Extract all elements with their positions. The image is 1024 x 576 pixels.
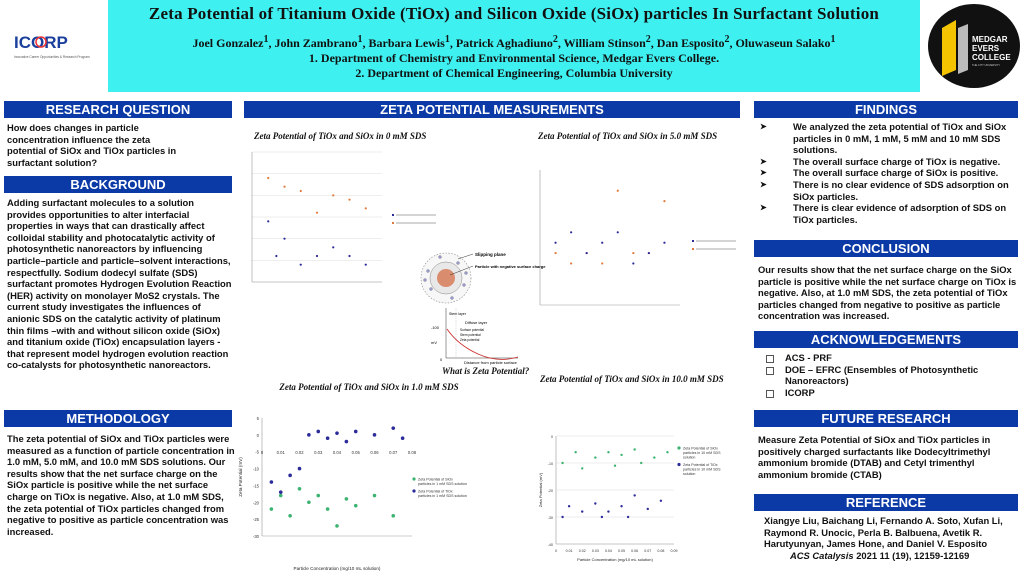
data-point bbox=[401, 436, 405, 440]
legend-label: particles in 10 mM SDS bbox=[683, 467, 721, 472]
data-point bbox=[617, 231, 619, 233]
findings-list bbox=[758, 121, 1018, 225]
data-point bbox=[620, 505, 622, 507]
svg-text:MEDGAR: MEDGAR bbox=[972, 35, 1008, 44]
x-tick-label: 0.08 bbox=[657, 549, 665, 553]
data-point bbox=[570, 231, 572, 233]
x-tick-label: 0.05 bbox=[618, 549, 626, 553]
data-point bbox=[594, 456, 596, 458]
x-tick-label: 0.04 bbox=[604, 549, 612, 553]
data-point bbox=[326, 436, 330, 440]
x-tick-label: 0.03 bbox=[314, 450, 323, 455]
data-point bbox=[373, 494, 377, 498]
y-tick-label: -20 bbox=[547, 489, 553, 493]
finding-item: ➤ There is clear evidence of adsorption of SDS on TiOx particles. bbox=[758, 202, 1018, 225]
icorp-logo bbox=[10, 28, 94, 64]
chart-0mm-title: Zeta Potential of TiOx and SiOx in 0 mM SDS bbox=[254, 131, 427, 141]
data-point bbox=[660, 500, 662, 502]
data-point bbox=[632, 262, 634, 264]
x-tick-label: 0.06 bbox=[370, 450, 379, 455]
chart-5mm-title: Zeta Potential of TiOx and SiOx in 5.0 mM SDS bbox=[538, 131, 718, 141]
legend-label: particles in 1 mM SDS solution bbox=[418, 494, 467, 498]
x-tick-label: 0.03 bbox=[591, 549, 599, 553]
y-tick-label: -30 bbox=[547, 516, 553, 520]
diagram-surface-label: Surface potential bbox=[460, 328, 484, 332]
data-point bbox=[365, 207, 367, 209]
data-point bbox=[391, 514, 395, 518]
data-point bbox=[666, 451, 668, 453]
data-point bbox=[345, 440, 349, 444]
ack-item: ACS - PRF bbox=[758, 352, 1018, 364]
data-point bbox=[601, 516, 603, 518]
data-point bbox=[298, 487, 302, 491]
poster-title: Zeta Potential of Titanium Oxide (TiOx) and Silicon Oxide (SiOx) particles In Surfactant Solution bbox=[148, 4, 880, 23]
x-axis-label: Particle Concentration (mg/10 mL solution) bbox=[293, 566, 381, 571]
data-point bbox=[335, 431, 339, 435]
x-tick-label: 0.07 bbox=[389, 450, 398, 455]
diagram-mv: mV bbox=[431, 340, 437, 345]
diagram-stern-label: Stern layer bbox=[449, 312, 466, 316]
data-point bbox=[283, 238, 285, 240]
legend-label: particles in 10 mM SDS bbox=[683, 451, 721, 455]
data-point bbox=[267, 177, 269, 179]
data-point bbox=[267, 220, 269, 222]
research-question-heading: RESEARCH QUESTION bbox=[4, 101, 232, 118]
data-point bbox=[554, 242, 556, 244]
chart-10mm-sds bbox=[536, 430, 741, 576]
data-point bbox=[663, 242, 665, 244]
x-tick-label: 0.02 bbox=[578, 549, 586, 553]
data-point bbox=[627, 516, 629, 518]
data-point bbox=[633, 494, 635, 496]
y-tick-label: -15 bbox=[252, 483, 259, 489]
ack-item: DOE – EFRC (Ensembles of Photosynthetic Nanoreactors) bbox=[758, 364, 1018, 387]
acknowledgements-heading: ACKNOWLEDGEMENTS bbox=[754, 331, 1018, 348]
y-tick-label: -20 bbox=[252, 500, 259, 506]
diagram-minus100: -100 bbox=[431, 325, 440, 330]
data-point bbox=[316, 255, 318, 257]
chart-1mm-sds bbox=[236, 402, 516, 574]
legend-label: solution bbox=[683, 472, 696, 476]
research-question-text: How does changes in particle concentration influence the zeta potential of SiOx and TiOx particles in surfactant solution? bbox=[7, 122, 177, 168]
methodology-heading: METHODOLOGY bbox=[4, 410, 232, 427]
diagram-stern-pot-label: Stern potential bbox=[460, 333, 481, 337]
data-point bbox=[300, 264, 302, 266]
data-point bbox=[663, 200, 665, 202]
svg-text:COLLEGE: COLLEGE bbox=[972, 53, 1011, 62]
y-tick-label: 5 bbox=[256, 416, 259, 421]
data-point bbox=[614, 465, 616, 467]
x-axis-label: Particle Concentration (mg/10 mL solution) bbox=[577, 557, 653, 562]
data-point bbox=[561, 516, 563, 518]
data-point bbox=[283, 186, 285, 188]
data-point bbox=[307, 433, 311, 437]
reference-journal: ACS Catalysis bbox=[790, 549, 854, 561]
y-tick-label: -40 bbox=[547, 543, 553, 547]
x-tick-label: 0 bbox=[260, 450, 264, 455]
legend-marker bbox=[412, 477, 415, 480]
data-point bbox=[581, 510, 583, 512]
data-point bbox=[307, 500, 311, 504]
finding-item: ➤ We analyzed the zeta potential of TiOx and SiOx particles in 0 mM, 1 mM, 5 mM and 10 mM SDS solutions. bbox=[758, 121, 1018, 156]
x-tick-label: 0.08 bbox=[407, 450, 417, 455]
data-point bbox=[270, 507, 274, 511]
author-list: Joel Gonzalez$^1$, John Zambrano$^1$, Barbara Lewis$^1$, Patrick Aghadiuno$^2$, William Stinson$^2$, Dan Esposito$^2$, Oluwaseun Salako$^1$ bbox=[192, 34, 836, 50]
data-point bbox=[316, 494, 320, 498]
x-tick-label: 0.04 bbox=[332, 450, 342, 455]
data-point bbox=[332, 194, 334, 196]
icorp-logo-sub: Innovative Career Opportunities & Research Program bbox=[14, 55, 90, 59]
legend-marker bbox=[412, 489, 415, 492]
y-tick-label: -5 bbox=[255, 449, 259, 455]
reference-citation: 2021 11 (19), 12159-12169 bbox=[856, 549, 970, 561]
affiliation-2: 2. Department of Chemical Engineering, Columbia University bbox=[355, 66, 673, 80]
data-point bbox=[354, 430, 358, 434]
data-point bbox=[607, 510, 609, 512]
data-point bbox=[279, 490, 283, 494]
data-point bbox=[354, 504, 358, 508]
y-tick-label: -30 bbox=[252, 534, 259, 539]
data-point bbox=[601, 262, 603, 264]
findings-heading: FINDINGS bbox=[754, 101, 1018, 118]
background-text: Adding surfactant molecules to a solution provides opportunities to alter interfacial properties in ways that can drastically affect colloidal stability and photocatalytic activity of photosynthetic nanoreactors by influencing particle–particle and particle–solvent interactions, respectfully. Sodium dodecyl sulfate (SDS) surfactant promotes Hydrogen Evolution Reaction (HER) activity on monolayer MoS2 crystals. The current study investigates the influences of anionic SDS on the catalytic activity of platinum thin films –with and without silicon oxide (SiOx) and titanium oxide (TiOx) encapsulation layers - that represent model hydrogen evolution reaction co-catalysts for photosynthetic nanoreactors. bbox=[7, 197, 232, 371]
data-point bbox=[300, 190, 302, 192]
x-tick-label: 0.09 bbox=[670, 549, 678, 553]
diagram-slipping-label: Slipping plane bbox=[475, 252, 506, 257]
ack-item: ICORP bbox=[758, 387, 1018, 399]
x-tick-label: 0.01 bbox=[565, 549, 573, 553]
diagram-particle-label: Particle with negative surface charge bbox=[475, 264, 546, 269]
data-point bbox=[570, 262, 572, 264]
future-research-text: Measure Zeta Potential of SiOx and TiOx particles in positively charged surfactants like Dodecyltrimethyl ammonium bromide (DTAB) and Cetyl trimenthyl ammonium bromide (CTAB) bbox=[758, 434, 991, 480]
methodology-text: The zeta potential of SiOx and TiOx particles were measured as a function of particle concentration in 1.0 mM, 5.0 mM, and 10.0 mM SDS solutions. Our results show that the net surface charge on the SiOx particle is positive while the net surface charge on TiOx is negative. Also, at 1.0 mM SDS, the zeta potential of TiOx particles changed from negative to positive as particle concentration was increased. bbox=[7, 433, 235, 537]
medgar-evers-logo bbox=[928, 4, 1020, 88]
x-tick-label: 0.02 bbox=[295, 450, 304, 455]
y-tick-label: 0 bbox=[551, 435, 553, 439]
data-point bbox=[554, 252, 556, 254]
legend-marker bbox=[392, 214, 394, 216]
reference-authors: Xiangye Liu, Baichang Li, Fernando A. Soto, Xufan Li, Raymond R. Unocic, Perla B. Balbuena, Avetik R. Harutyunyan, James Hone, and Daniel V. Esposito bbox=[764, 515, 1003, 550]
data-point bbox=[348, 199, 350, 201]
data-point bbox=[348, 255, 350, 257]
data-point bbox=[653, 456, 655, 458]
x-tick-label: 0 bbox=[555, 549, 557, 553]
conclusion-text: Our results show that the net surface charge on the SiOx particle is positive while the net surface charge on TiOx is negative. Also, at 1.0 mM SDS, the zeta potential of TiOx particles changed from negative to positive as particle concentration was increased. bbox=[758, 264, 1017, 322]
data-point bbox=[601, 242, 603, 244]
acknowledgements-list bbox=[758, 352, 1018, 398]
svg-text:THE CITY UNIVERSITY: THE CITY UNIVERSITY bbox=[972, 64, 1001, 67]
x-tick-label: 0.01 bbox=[276, 450, 285, 455]
legend-label: Zeta Potential of SiOx bbox=[683, 446, 718, 451]
data-point bbox=[365, 264, 367, 266]
y-tick-label: -10 bbox=[547, 462, 553, 466]
y-axis-label: Zeta Potential (mV) bbox=[538, 472, 543, 508]
data-point bbox=[335, 524, 339, 528]
data-point bbox=[288, 514, 292, 518]
data-point bbox=[574, 451, 576, 453]
data-point bbox=[561, 462, 563, 464]
diagram-distance-label: Distance from particle surface bbox=[464, 360, 517, 365]
data-point bbox=[288, 474, 292, 478]
x-tick-label: 0.06 bbox=[631, 549, 639, 553]
chart-10mm-title: Zeta Potential of TiOx and SiOx in 10.0 mM SDS bbox=[540, 374, 724, 384]
conclusion-heading: CONCLUSION bbox=[754, 240, 1018, 257]
future-research-heading: FUTURE RESEARCH bbox=[754, 410, 1018, 427]
diagram-zero: 0 bbox=[440, 357, 443, 362]
data-point bbox=[640, 462, 642, 464]
data-point bbox=[632, 252, 634, 254]
legend-marker bbox=[392, 222, 394, 224]
y-tick-label: -25 bbox=[252, 517, 259, 523]
reference-heading: REFERENCE bbox=[754, 494, 1018, 511]
data-point bbox=[316, 212, 318, 214]
y-tick-label: 0 bbox=[256, 432, 259, 438]
background-heading: BACKGROUND bbox=[4, 176, 232, 193]
legend-marker bbox=[692, 248, 694, 250]
legend-label: Zeta Potential of TiOx bbox=[418, 489, 453, 494]
finding-item: ➤ There is no clear evidence of SDS adsorption on SiOx particles. bbox=[758, 179, 1018, 202]
data-point bbox=[607, 451, 609, 453]
data-point bbox=[298, 467, 302, 471]
data-point bbox=[648, 252, 650, 254]
data-point bbox=[617, 190, 619, 192]
y-tick-label: -10 bbox=[252, 466, 259, 472]
data-point bbox=[620, 454, 622, 456]
data-point bbox=[373, 433, 377, 437]
data-point bbox=[391, 426, 395, 430]
zeta-heading: ZETA POTENTIAL MEASUREMENTS bbox=[244, 101, 740, 118]
y-axis-label: Zeta Potential (mV) bbox=[238, 457, 243, 497]
svg-text:EVERS: EVERS bbox=[972, 44, 1000, 53]
data-point bbox=[345, 497, 349, 501]
data-point bbox=[316, 430, 320, 434]
data-point bbox=[279, 494, 283, 498]
reference-text bbox=[764, 515, 1018, 561]
data-point bbox=[568, 505, 570, 507]
legend-marker bbox=[677, 463, 680, 466]
chart-5mm-sds bbox=[530, 160, 740, 320]
chart-1mm-title: Zeta Potential of TiOx and SiOx in 1.0 mM SDS bbox=[279, 382, 459, 392]
data-point bbox=[270, 480, 274, 484]
poster-header bbox=[108, 0, 920, 92]
legend-marker bbox=[677, 446, 680, 449]
x-tick-label: 0.07 bbox=[644, 549, 652, 553]
data-point bbox=[275, 255, 277, 257]
data-point bbox=[594, 502, 596, 504]
legend-marker bbox=[692, 240, 694, 242]
affiliation-1: 1. Department of Chemistry and Environmental Science, Medgar Evers College. bbox=[308, 51, 720, 65]
legend-label: Zeta Potential of TiOx bbox=[683, 463, 718, 467]
legend-label: solution bbox=[683, 455, 696, 460]
data-point bbox=[633, 448, 635, 450]
data-point bbox=[326, 507, 330, 511]
data-point bbox=[581, 467, 583, 469]
zeta-potential-diagram bbox=[418, 245, 546, 370]
legend-label: Zeta Potential of SiOx bbox=[418, 477, 453, 482]
diagram-zeta-pot-label: Zeta potential bbox=[460, 338, 480, 342]
data-point bbox=[586, 252, 588, 254]
zeta-diagram-caption: What is Zeta Potential? bbox=[442, 366, 530, 376]
finding-item: ➤ The overall surface charge of TiOx is negative. bbox=[758, 156, 1018, 168]
icorp-logo-text: ICORP bbox=[14, 33, 68, 52]
data-point bbox=[332, 246, 334, 248]
data-point bbox=[647, 508, 649, 510]
x-tick-label: 0.05 bbox=[351, 450, 360, 455]
diagram-diffuse-label: Diffuse layer bbox=[465, 320, 488, 325]
finding-item: ➤ The overall surface charge of SiOx is positive. bbox=[758, 167, 1018, 179]
legend-label: particles in 1 mM SDS solution bbox=[418, 482, 467, 486]
